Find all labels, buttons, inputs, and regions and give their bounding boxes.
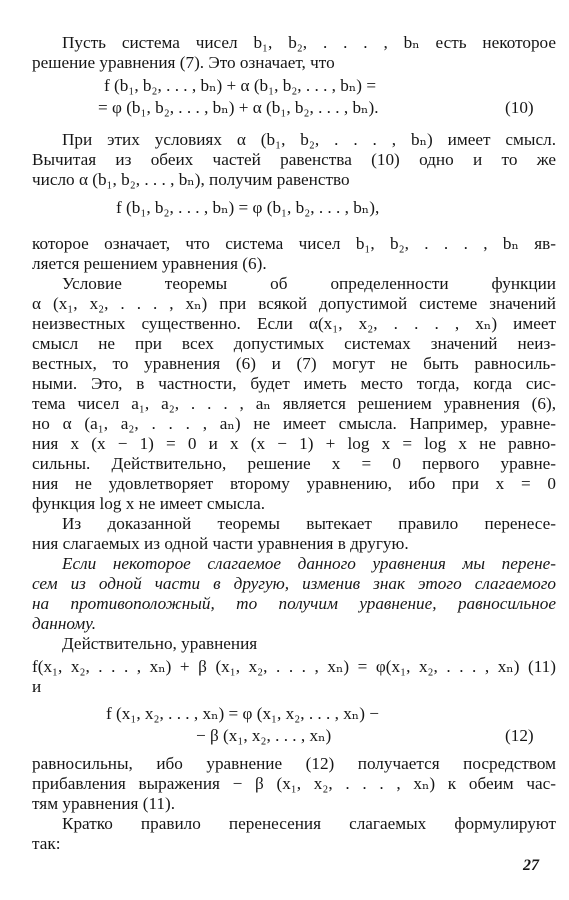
text-line: f (b₁, b₂, . . . , bₙ) = φ (b₁, b₂, . . . , bₙ), [116,198,380,217]
text-line: решение уравнения (7). Это означает, что [32,53,335,72]
text-line: данному. [32,614,97,633]
text-line: При этих условиях α (b₁, b₂, . . . , bₙ) имеет смысл. [62,130,556,149]
text-line: число α (b₁, b₂, . . . , bₙ), получим равенство [32,170,350,189]
text-line: тям уравнения (11). [32,794,176,813]
text-line: сем из одной части в другую, изменив знак этого слагаемого [32,574,556,593]
text-line: α (x₁, x₂, . . . , xₙ) при всякой допустимой системе значений [32,294,556,313]
text-line: на противоположный, то получим уравнение, равносильное [32,594,556,613]
text-line: f(x₁, x₂, . . . , xₙ) + β (x₁, x₂, . . . , xₙ) = φ(x₁, x₂, . . . , xₙ) (11) [32,657,556,676]
text-line: и [32,677,42,696]
text-line: вестных, то уравнения (6) и (7) могут не быть равносиль- [32,354,556,373]
text-line: Кратко правило перенесения слагаемых формулируют [62,814,556,833]
text-line: функция log x не имеет смысла. [32,494,266,513]
text-line: Действительно, уравнения [62,634,258,653]
page-number: 27 [523,857,539,874]
text-line: неизвестных существенно. Если α(x₁, x₂, . . . , xₙ) имеет [32,314,556,333]
text-line: смысл не при всех допустимых системах значений неиз- [32,334,556,353]
text-line: ными. Это, в частности, будет иметь место тогда, когда сис- [32,374,556,393]
text-line: Вычитая из обеих частей равенства (10) одно и то же [32,150,556,169]
text-line: прибавления выражения − β (x₁, x₂, . . . , xₙ) к обеим час- [32,774,556,793]
text-line: Условие теоремы об определенности функции [62,274,556,293]
text-line: но α (a₁, a₂, . . . , aₙ) не имеет смысла. Например, уравне- [32,414,556,433]
text-line: сильны. Действительно, решение x = 0 первого уравне- [32,454,556,473]
text-line: f (x₁, x₂, . . . , xₙ) = φ (x₁, x₂, . . . , xₙ) − [106,704,379,723]
text-line: которое означает, что система чисел b₁, b₂, . . . , bₙ яв- [32,234,556,253]
equation-number: (12) [505,726,534,745]
text-line: f (b₁, b₂, . . . , bₙ) + α (b₁, b₂, . . . , bₙ) = [104,76,377,95]
text-line: ния x (x − 1) = 0 и x (x − 1) + log x = log x не равно- [32,434,556,453]
text-line: Если некоторое слагаемое данного уравнения мы перене- [62,554,556,573]
text-line: Из доказанной теоремы вытекает правило перенесе- [62,514,556,533]
text-line: = φ (b₁, b₂, . . . , bₙ) + α (b₁, b₂, . . . , bₙ). [98,98,379,117]
text-line: ния слагаемых из одной части уравнения в другую. [32,534,409,553]
equation-number: (10) [505,98,534,117]
text-line: так: [32,834,61,853]
text-line: ляется решением уравнения (6). [32,254,267,273]
text-line: − β (x₁, x₂, . . . , xₙ) [196,726,332,745]
text-line: Пусть система чисел b₁, b₂, . . . , bₙ есть некоторое [62,33,556,52]
text-line: тема чисел a₁, a₂, . . . , aₙ является решением уравнения (6), [32,394,556,413]
text-line: равносильны, ибо уравнение (12) получается посредством [32,754,556,773]
text-line: ния не удовлетворяет второму уравнению, ибо при x = 0 [32,474,556,493]
